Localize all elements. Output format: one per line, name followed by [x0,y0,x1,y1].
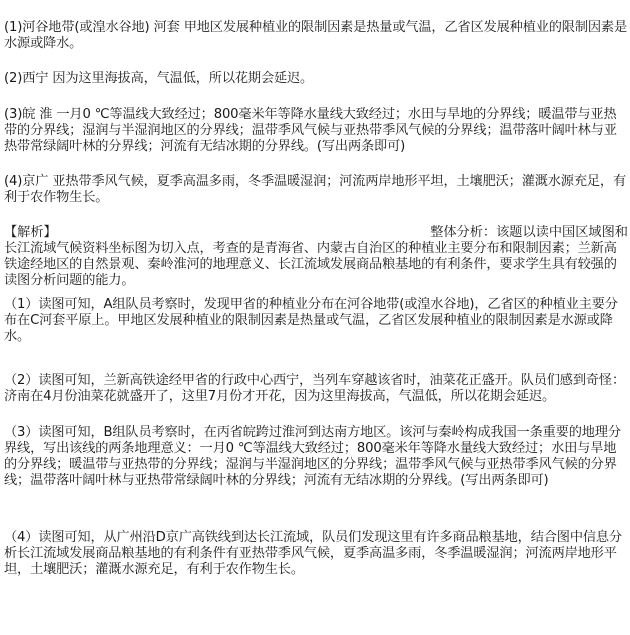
answer-3: (3)皖 淮 一月0 ℃等温线大致经过；800毫米年等降水量线大致经过；水田与旱地的分界线；暖温带与亚热带的分界线；湿润与半湿润地区的分界线；温带季风气候与亚热带季风气候的分界线；温带落叶阔叶林与亚热带常绿阔叶林的分界线；河流有无结冰期的分界线。(写出两条即可) [4,107,617,154]
answer-1: (1)河谷地带(或湟水谷地) 河套 甲地区发展种植业的限制因素是热量或气温，乙省区发展种植业的限制因素是水源或降水。 [4,20,627,51]
answer-4: (4)京广 亚热带季风气候，夏季高温多雨，冬季温暖湿润；河流两岸地形平坦，土壤肥沃；灌溉水源充足，有利于农作物生长。 [4,174,626,205]
analysis-header [4,225,628,241]
analysis-label: 【解析】 [4,225,57,240]
analysis-paragraph-2: （2）读图可知，兰新高铁途经甲省的行政中心西宁，当列车穿越该省时，油菜花正盛开。队员们感到奇怪：济南在4月份油菜花就盛开了，这里7月份才开花，因为这里海拔高，气温低，所以花期会延迟。 [4,373,625,404]
analysis-paragraph-3: （3）读图可知，B组队员考察时，在丙省皖跨过淮河到达南方地区。该河与秦岭构成我国一条重要的地理分界线，写出该线的两条地理意义：一月0 ℃等温线大致经过；800毫米年等降水量线大致经过；水田与旱地的分界线；暖温带与亚热带的分界线；湿润与半湿润地区的分界线；温带季风气候与亚热带季风气候的分界线；温带落叶阔叶林与亚热带常绿阔叶林的分界线；河流有无结冰期的分界线。(写出两条即可) [4,425,621,488]
analysis-paragraph-1: （1）读图可知，A组队员考察时，发现甲省的种植业分布在河谷地带(或湟水谷地)，乙省区的种植业主要分布在C河套平原上。甲地区发展种植业的限制因素是热量或气温，乙省区发展种植业的限制因素是水源或降水。 [4,297,618,344]
analysis-summary: 长江流域气候资料坐标图为切入点，考查的是青海省、内蒙古自治区的种植业主要分布和限制因素；兰新高铁途经地区的自然景观、秦岭淮河的地理意义、长江流域发展商品粮基地的有利条件，要求学生具有较强的读图分析问题的能力。 [4,241,617,288]
answer-2: (2)西宁 因为这里海拔高，气温低，所以花期会延迟。 [4,71,314,86]
analysis-paragraph-4: （4）读图可知，从广州沿D京广高铁线到达长江流域，队员们发现这里有许多商品粮基地，结合图中信息分析长江流域发展商品粮基地的有利条件有亚热带季风气候，夏季高温多雨，冬季温暖湿润；河流两岸地形平坦，土壤肥沃；灌溉水源充足，有利于农作物生长。 [4,530,622,577]
analysis-summary-start: 整体分析：该题以读中国区域图和 [430,225,628,240]
